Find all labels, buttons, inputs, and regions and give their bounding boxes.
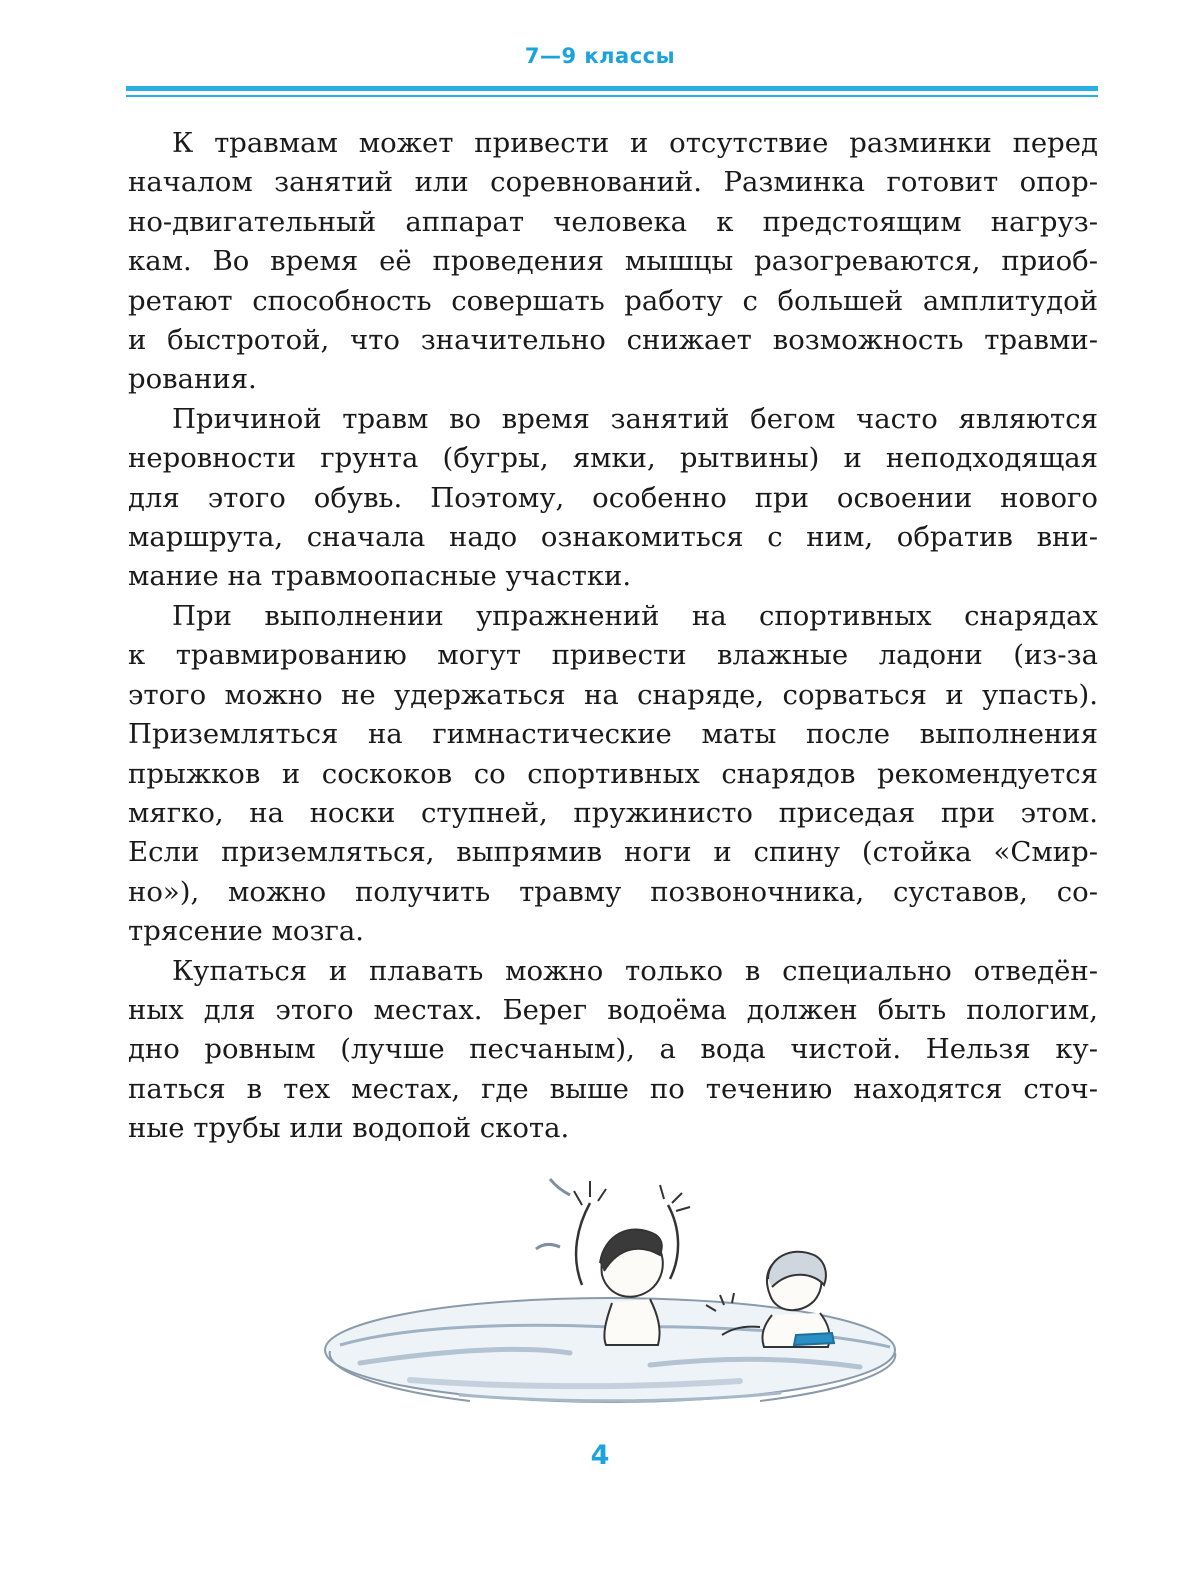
paragraph-warmup — [128, 124, 1098, 400]
text-line: Купаться и плавать можно только в специально отведён- — [172, 954, 1098, 987]
body-text — [128, 124, 1098, 1149]
text-line: рования. — [128, 363, 257, 396]
paragraph-swimming — [128, 952, 1098, 1149]
paragraph-gymnastics — [128, 597, 1098, 952]
text-line: но-двигательный аппарат человека к предстоящим нагруз- — [128, 205, 1098, 238]
text-line: прыжков и соскоков со спортивных снарядов рекомендуется — [128, 757, 1098, 790]
text-line: дно ровным (лучше песчаным), а вода чистой. Нельзя ку- — [128, 1033, 1098, 1066]
child-in-water-icon — [706, 1252, 834, 1347]
text-line: ные трубы или водопой скота. — [128, 1112, 570, 1145]
text-line: Причиной травм во время занятий бегом часто являются — [172, 402, 1098, 435]
text-line: паться в тех местах, где выше по течению находятся сточ- — [128, 1072, 1098, 1105]
text-line: маршрута, сначала надо ознакомиться с ним, обратив вни- — [128, 521, 1098, 554]
children-swimming-illustration — [320, 1175, 905, 1415]
text-line: ных для этого местах. Берег водоёма должен быть пологим, — [128, 993, 1098, 1026]
header-rule-thick — [126, 86, 1098, 91]
text-line: но»), можно получить травму позвоночника, суставов, со- — [128, 875, 1098, 908]
text-line: началом занятий или соревнований. Разминка готовит опор- — [128, 166, 1098, 199]
running-header: 7—9 классы — [524, 44, 676, 68]
text-line: этого можно не удержаться на снаряде, сорваться и упасть). — [128, 678, 1098, 711]
text-line: для этого обувь. Поэтому, особенно при освоении нового — [128, 481, 1098, 514]
text-line: К травмам может привести и отсутствие разминки перед — [172, 127, 1098, 159]
text-line: неровности грунта (бугры, ямки, рытвины) и неподходящая — [128, 442, 1098, 475]
text-line: мание на травмоопасные участки. — [128, 560, 632, 593]
text-line: и быстротой, что значительно снижает возможность травми- — [128, 324, 1098, 357]
text-line: Если приземляться, выпрямив ноги и спину (стойка «Смир- — [128, 836, 1098, 869]
header-rule-thin — [126, 95, 1098, 97]
text-line: Приземляться на гимнастические маты после выполнения — [128, 718, 1098, 751]
text-line: При выполнении упражнений на спортивных снарядах — [172, 599, 1098, 632]
text-line: к травмированию могут привести влажные ладони (из-за — [128, 639, 1098, 672]
paragraph-running — [128, 400, 1098, 597]
text-line: ретают способность совершать работу с большей амплитудой — [128, 284, 1098, 317]
text-line: трясение мозга. — [128, 915, 365, 948]
page-number: 4 — [590, 1440, 610, 1471]
text-line: кам. Во время её проведения мышцы разогреваются, приоб- — [128, 245, 1098, 278]
text-line: мягко, на носки ступней, пружинисто приседая при этом. — [128, 796, 1098, 829]
